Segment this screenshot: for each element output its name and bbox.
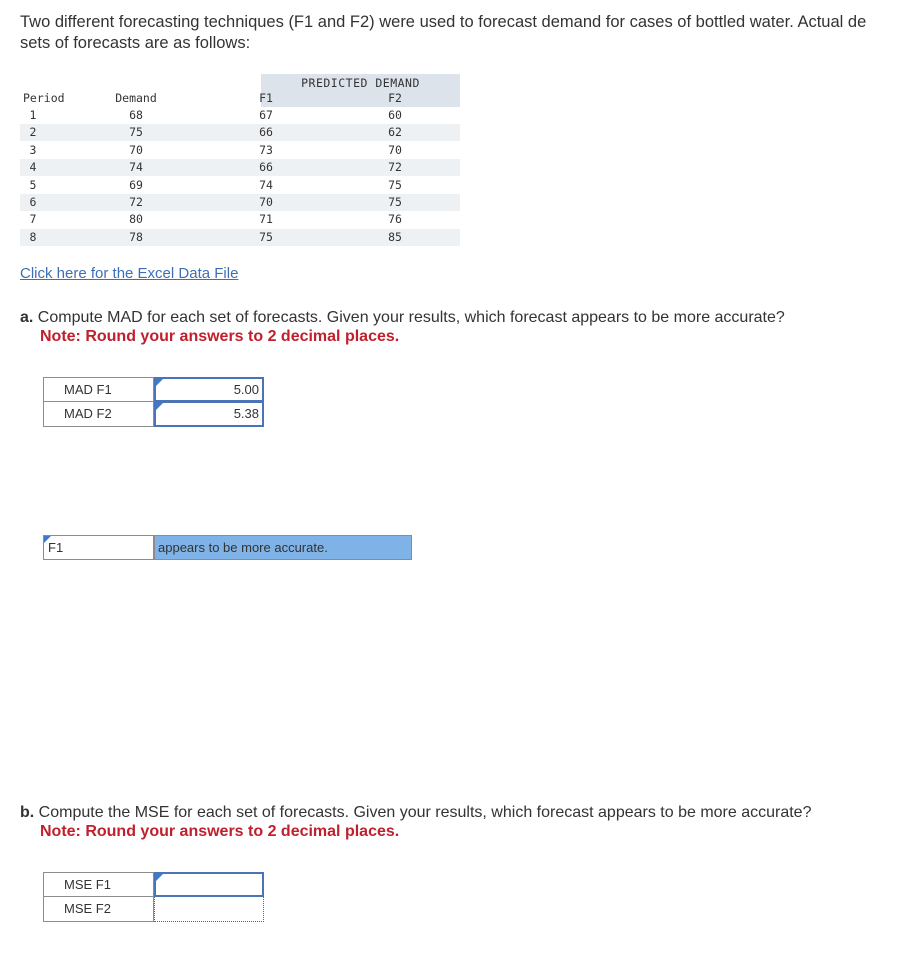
col-period-header: Period (23, 91, 65, 105)
period-cell: 6 (29, 195, 37, 209)
excel-data-link[interactable]: Click here for the Excel Data File (20, 265, 239, 282)
mse-f2-label: MSE F2 (43, 897, 154, 922)
intro-line-1: Two different forecasting techniques (F1 and F2) were used to forecast demand for cases of bottled water. Actual de (20, 13, 867, 31)
f1-cell: 70 (259, 195, 273, 209)
mse-f2-row (43, 897, 265, 922)
demand-cell: 75 (129, 125, 143, 140)
mse-f1-input[interactable] (154, 872, 264, 897)
col-demand-header: Demand (115, 91, 157, 105)
table-row (20, 107, 460, 124)
part-a-text: Compute MAD for each set of forecasts. Given your results, which forecast appears to be more accurate? (33, 309, 785, 326)
period-cell: 3 (29, 142, 37, 157)
forecast-select[interactable] (43, 535, 154, 560)
f1-cell: 73 (259, 142, 273, 157)
answer-flag-icon (156, 874, 163, 881)
period-cell: 8 (29, 229, 37, 244)
period-cell: 7 (29, 212, 37, 227)
f2-cell: 72 (388, 160, 402, 175)
part-a-note: Note: Round your answers to 2 decimal places. (40, 328, 400, 345)
demand-cell: 69 (129, 177, 143, 192)
part-b-note: Note: Round your answers to 2 decimal places. (40, 823, 400, 840)
f1-cell: 66 (259, 125, 273, 140)
mad-f1-value: 5.00 (233, 382, 259, 397)
mad-f1-input[interactable] (154, 377, 264, 402)
demand-cell: 72 (129, 195, 143, 209)
mad-f2-value: 5.38 (233, 406, 259, 421)
predicted-demand-header: PREDICTED DEMAND (301, 76, 420, 90)
f2-cell: 62 (388, 125, 402, 140)
part-b-letter: b. (20, 804, 35, 821)
col-f1-header: F1 (259, 91, 273, 105)
demand-cell: 74 (129, 160, 143, 175)
period-cell: 2 (29, 125, 37, 140)
f2-cell: 75 (388, 195, 402, 209)
demand-cell: 78 (129, 229, 143, 244)
mse-answer-grid (43, 872, 265, 922)
table-header-row (20, 90, 460, 107)
f1-cell: 66 (259, 160, 273, 175)
table-row (20, 194, 460, 211)
f1-cell: 71 (259, 212, 273, 227)
table-row (20, 159, 460, 176)
answer-flag-icon (44, 536, 51, 543)
table-row (20, 229, 460, 246)
f2-cell: 76 (388, 212, 402, 227)
f1-cell: 67 (259, 108, 273, 122)
problem-intro (20, 12, 909, 54)
period-cell: 5 (29, 177, 37, 192)
f1-cell: 74 (259, 177, 273, 192)
demand-cell: 70 (129, 142, 143, 157)
mad-answer-grid (43, 377, 265, 427)
f2-cell: 70 (388, 142, 402, 157)
table-row (20, 124, 460, 141)
mad-f2-row (43, 402, 265, 427)
demand-cell: 80 (129, 212, 143, 227)
mse-f1-row (43, 872, 265, 897)
col-f2-header: F2 (388, 91, 402, 105)
period-cell: 4 (29, 160, 37, 175)
mad-f1-label: MAD F1 (43, 377, 154, 402)
part-a-question (20, 308, 785, 328)
part-a-letter: a. (20, 309, 34, 326)
answer-flag-icon (156, 403, 163, 410)
table-row (20, 142, 460, 159)
f2-cell: 60 (388, 108, 402, 122)
table-row (20, 211, 460, 228)
part-b-text: Compute the MSE for each set of forecasts. Given your results, which forecast appears to be more accurate? (34, 804, 812, 821)
f1-cell: 75 (259, 229, 273, 244)
mse-f1-label: MSE F1 (43, 872, 154, 897)
period-cell: 1 (29, 108, 37, 122)
accurate-statement: appears to be more accurate. (154, 535, 412, 560)
answer-flag-icon (156, 379, 163, 386)
f2-cell: 85 (388, 229, 402, 244)
demand-cell: 68 (129, 108, 143, 122)
part-b-question (20, 803, 811, 823)
mse-f2-input[interactable] (154, 897, 264, 922)
mad-f2-input[interactable] (154, 402, 264, 427)
f2-cell: 75 (388, 177, 402, 192)
table-row (20, 177, 460, 194)
forecast-select-value: F1 (48, 540, 64, 555)
intro-line-2: sets of forecasts are as follows: (20, 34, 251, 52)
mad-f1-row (43, 377, 265, 402)
mad-f2-label: MAD F2 (43, 402, 154, 427)
